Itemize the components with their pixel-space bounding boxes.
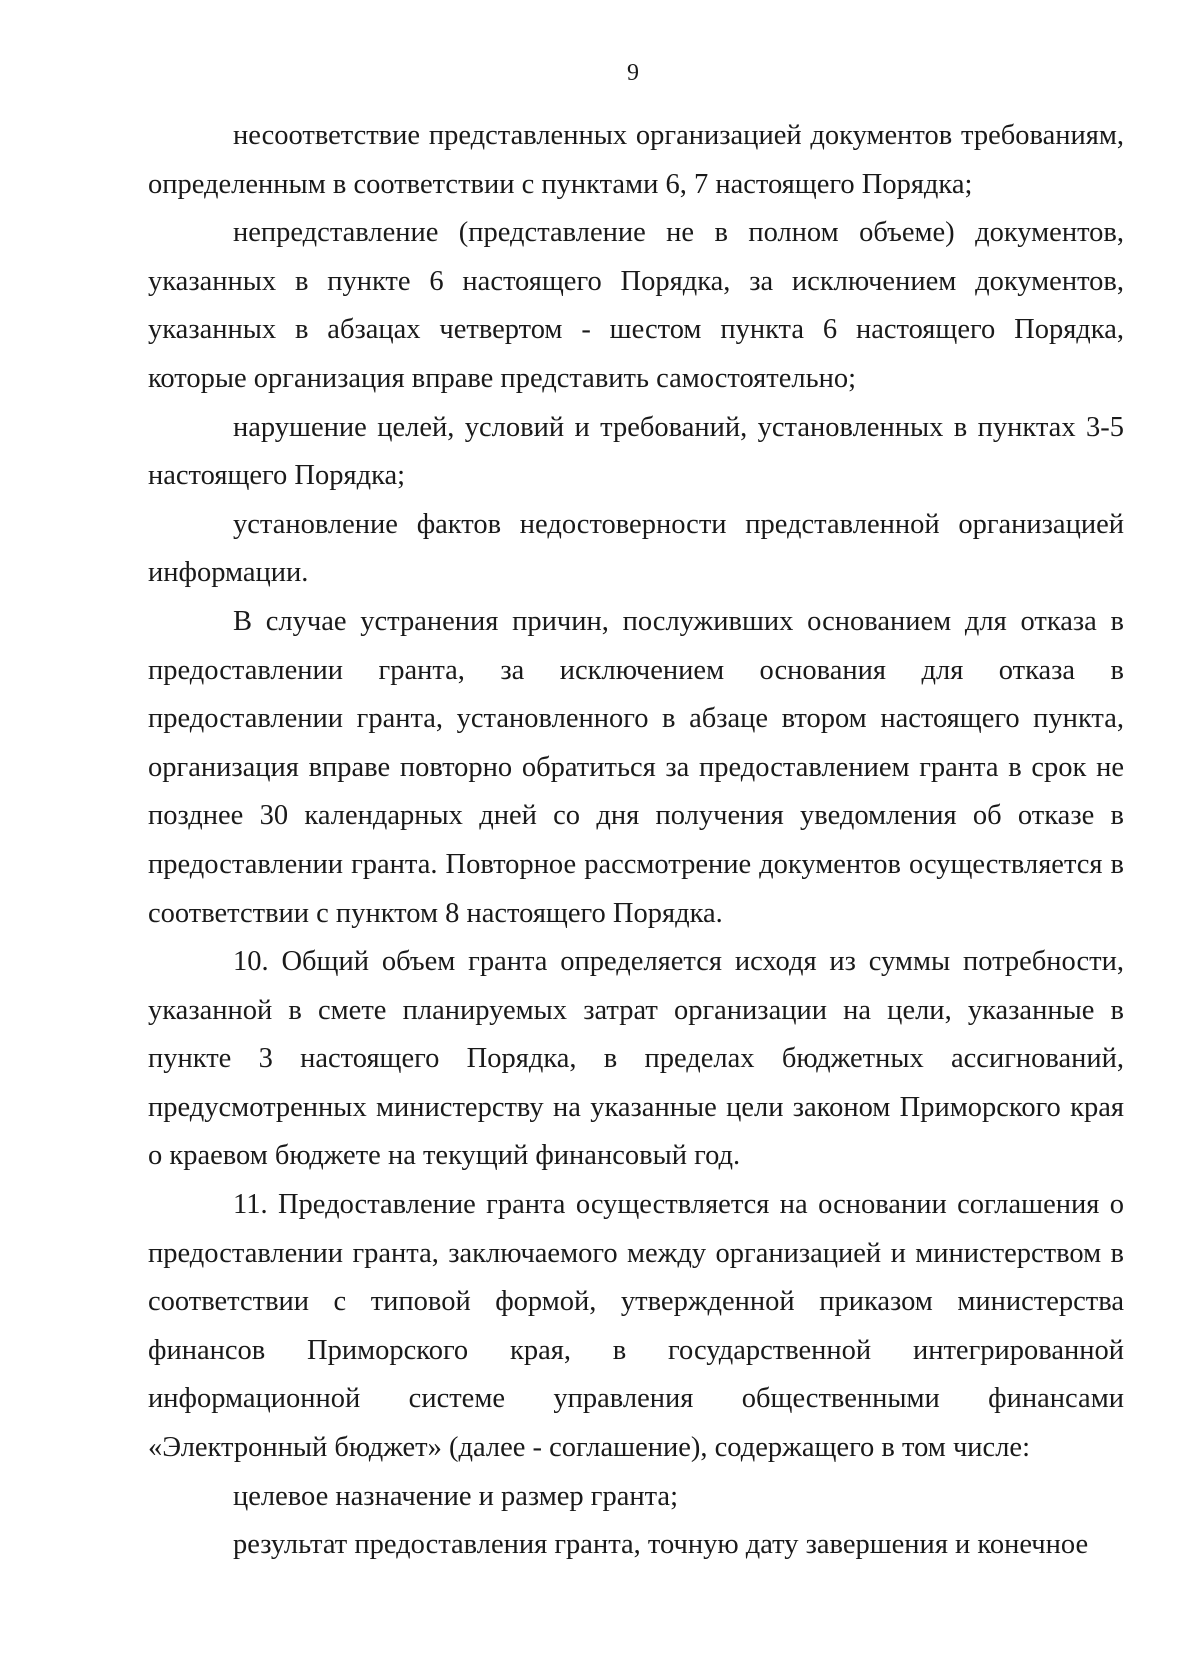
paragraph-nonconformity: несоответствие представленных организацией документов требованиям, определенным в соответствии с пунктами 6, 7 настоящего Порядка; bbox=[148, 120, 1124, 200]
document-body bbox=[148, 112, 1124, 1570]
paragraph-section-10: 10. Общий объем гранта определяется исходя из суммы потребности, указанной в смете планируемых затрат организации на цели, указанные в пункте 3 настоящего Порядка, в пределах бюджетных ассигнований, предусмотренных министерству на указанные цели законом Приморского края о краевом бюджете на текущий финансовый год. bbox=[148, 946, 1124, 1172]
page-number: 9 bbox=[627, 60, 639, 86]
paragraph-violation: нарушение целей, условий и требований, установленных в пунктах 3-5 настоящего Порядка; bbox=[148, 411, 1124, 492]
paragraph-purpose-amount: целевое назначение и размер гранта; bbox=[233, 1480, 678, 1512]
paragraph-result-date: результат предоставления гранта, точную дату завершения и конечное bbox=[233, 1529, 1089, 1561]
paragraph-nonsubmission: непредставление (представление не в полном объеме) документов, указанных в пункте 6 настоящего Порядка, за исключением документов, указанных в абзацах четвертом - шестом пункта 6 настоящего Порядка, которые организация вправе представить самостоятельно; bbox=[148, 217, 1124, 394]
paragraph-unreliability: установление фактов недостоверности представленной организацией информации. bbox=[148, 508, 1124, 589]
paragraph-reapplication: В случае устранения причин, послуживших основанием для отказа в предоставлении гранта, за исключением основания для отказа в предоставлении гранта, установленного в абзаце втором настоящего пункта, организация вправе повторно обратиться за предоставлением гранта в срок не позднее 30 календарных дней со дня получения уведомления об отказе в предоставлении гранта. Повторное рассмотрение документов осуществляется в соответствии с пунктом 8 настоящего Порядка. bbox=[148, 605, 1124, 929]
paragraph-section-11: 11. Предоставление гранта осуществляется на основании соглашения о предоставлении гранта, заключаемого между организацией и министерством в соответствии с типовой формой, утвержденной приказом министерства финансов Приморского края, в государственной интегрированной информационной системе управления общественными финансами «Электронный бюджет» (далее - соглашение), содержащего в том числе: bbox=[148, 1189, 1124, 1464]
